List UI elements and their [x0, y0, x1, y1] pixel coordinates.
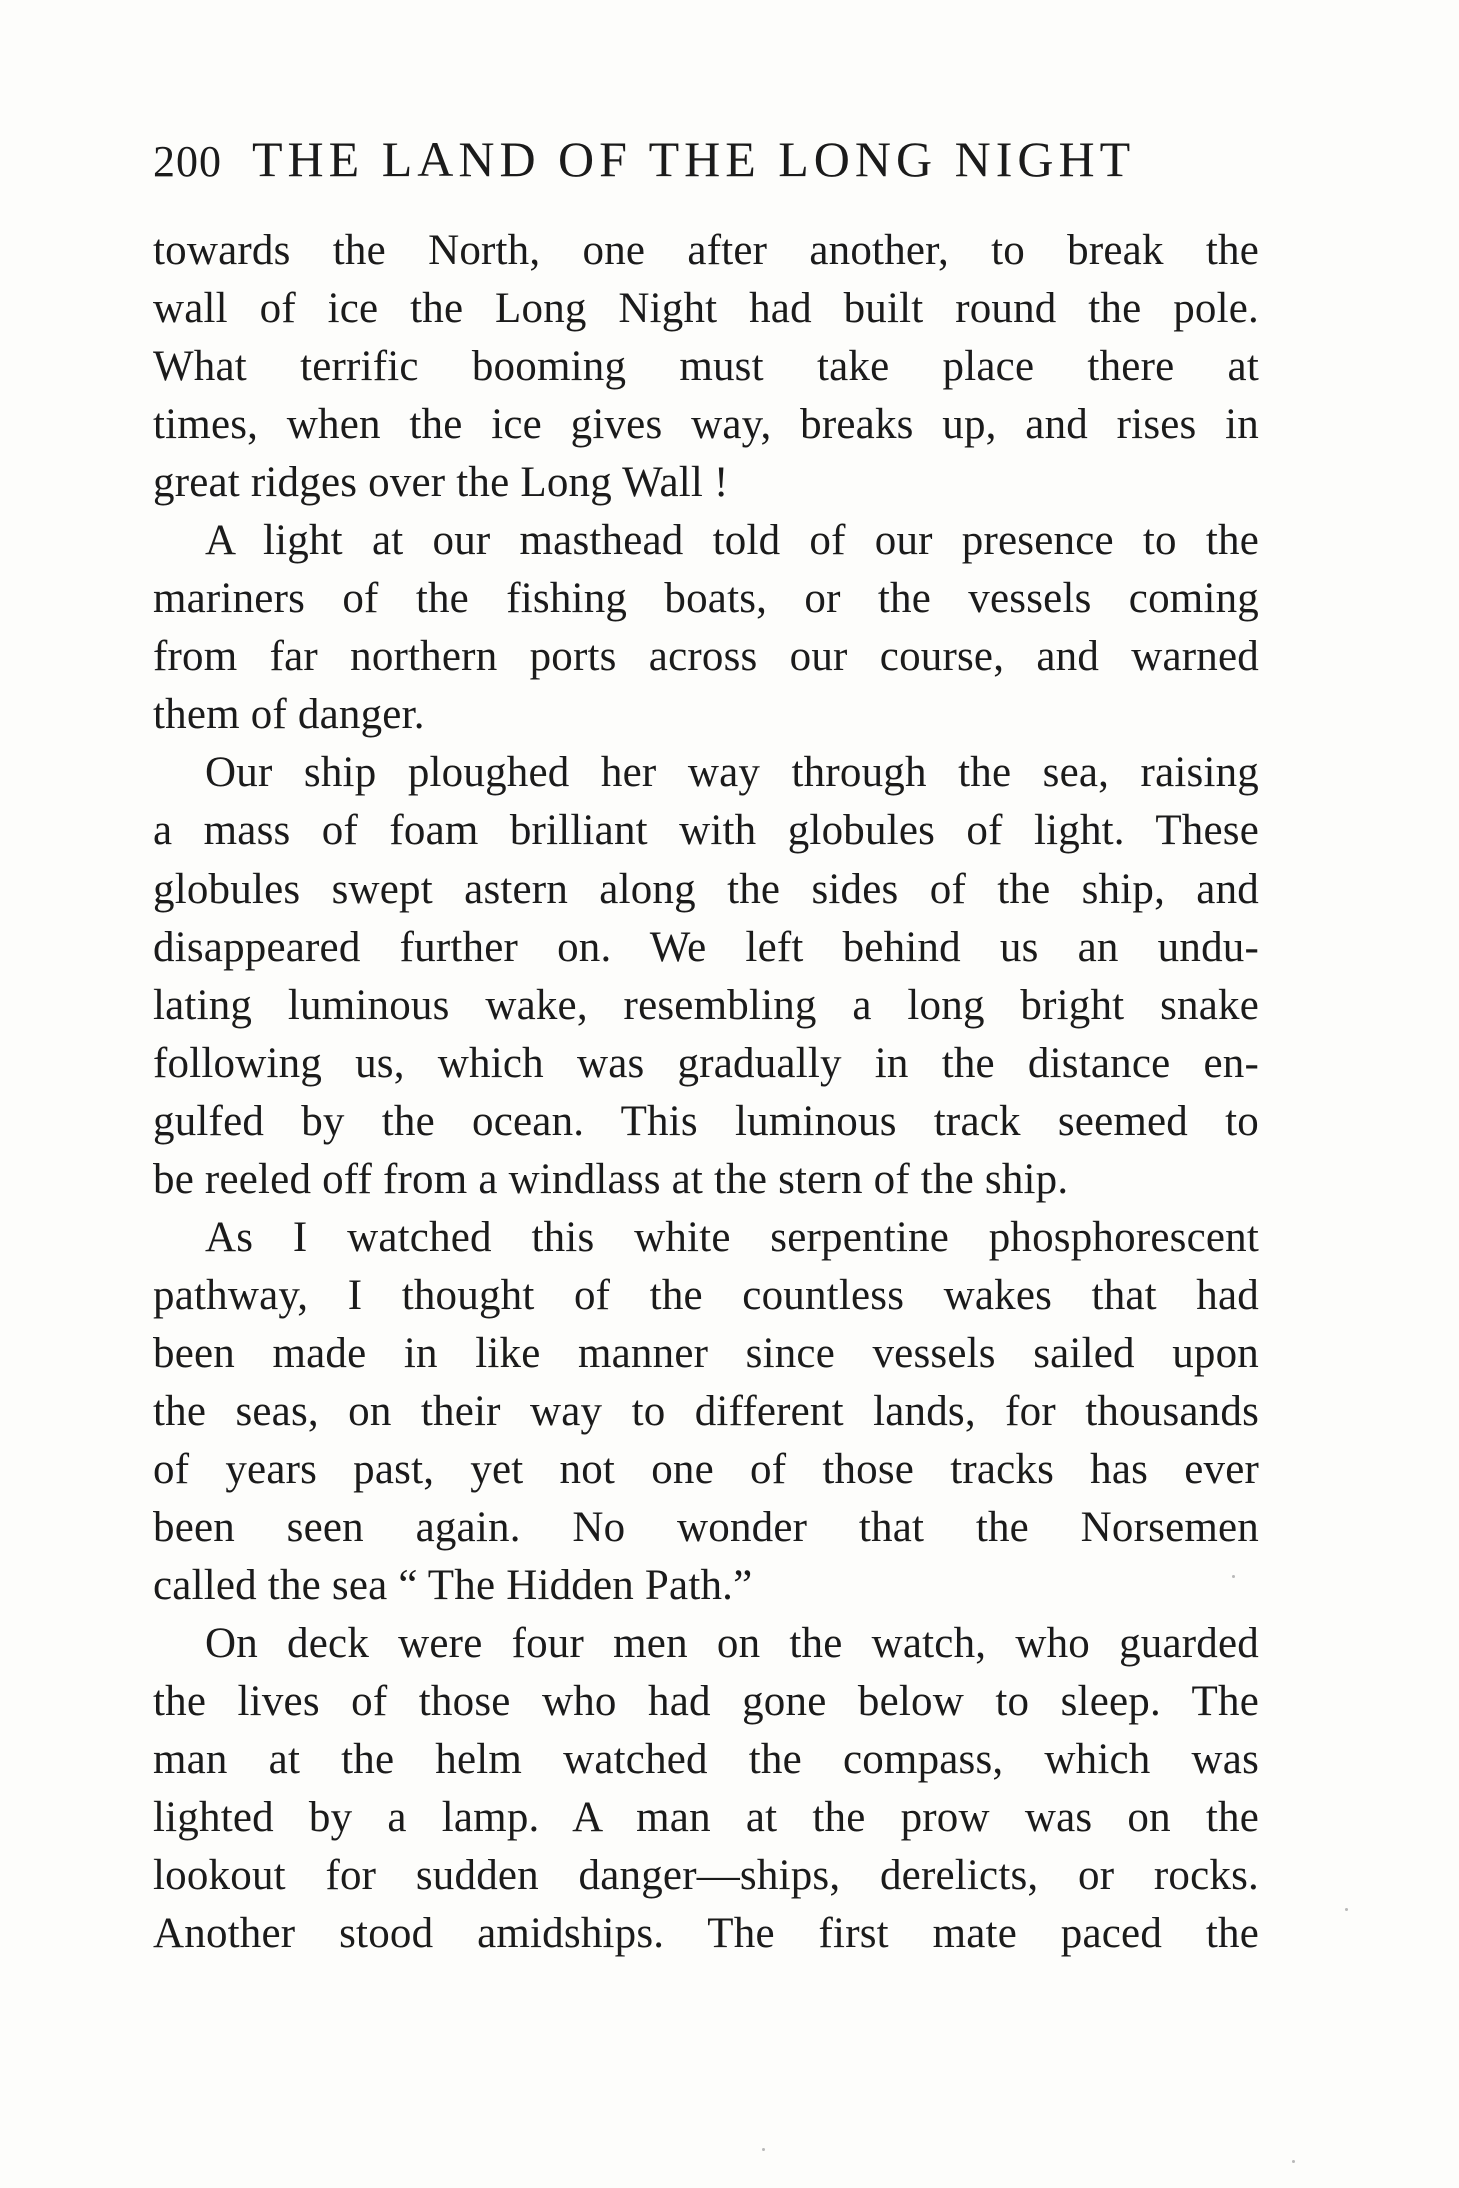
- text-line: towards the North, one after another, to break the: [153, 227, 1259, 274]
- text-line: lighted by a lamp. A man at the prow was on the: [153, 1794, 1259, 1842]
- text-line: the seas, on their way to different lands, for thousands: [153, 1387, 1259, 1435]
- body-text: [153, 222, 1259, 1963]
- text-line: mariners of the fishing boats, or the vessels coming: [153, 575, 1259, 623]
- paper-speck: [762, 2148, 765, 2151]
- text-line: wall of ice the Long Night had built round the pole.: [153, 285, 1259, 333]
- text-line: the lives of those who had gone below to sleep. The: [153, 1678, 1259, 1726]
- text-line: from far northern ports across our course, and warned: [153, 633, 1259, 681]
- text-line: following us, which was gradually in the distance en-: [153, 1039, 1259, 1087]
- text-line: disappeared further on. We left behind us an undu-: [153, 923, 1259, 971]
- text-line: been made in like manner since vessels sailed upon: [153, 1329, 1259, 1377]
- text-line: a mass of foam brilliant with globules of light. These: [153, 807, 1259, 855]
- paragraph-start-line: Our ship ploughed her way through the sea, raising: [205, 749, 1259, 797]
- running-header: [153, 130, 1259, 200]
- text-line: of years past, yet not one of those tracks has ever: [153, 1445, 1259, 1493]
- text-line: been seen again. No wonder that the Norsemen: [153, 1504, 1259, 1552]
- text-line: globules swept astern along the sides of the ship, and: [153, 865, 1259, 913]
- text-line: pathway, I thought of the countless wakes that had: [153, 1271, 1259, 1319]
- text-line: times, when the ice gives way, breaks up, and rises in: [153, 401, 1259, 449]
- text-line: lating luminous wake, resembling a long bright snake: [153, 981, 1259, 1029]
- page-number: 200: [153, 137, 222, 186]
- text-line: be reeled off from a windlass at the stern of the ship.: [153, 1155, 1069, 1203]
- paragraph-start-line: A light at our masthead told of our presence to the: [205, 517, 1259, 565]
- paper-speck: [1345, 1908, 1348, 1911]
- text-line: them of danger.: [153, 691, 425, 739]
- text-line: lookout for sudden danger—ships, derelicts, or rocks.: [153, 1852, 1259, 1900]
- text-line: great ridges over the Long Wall !: [153, 459, 729, 507]
- text-line: gulfed by the ocean. This luminous track seemed to: [153, 1097, 1259, 1145]
- paragraph-start-line: As I watched this white serpentine phosphorescent: [205, 1213, 1259, 1261]
- text-line: What terrific booming must take place there at: [153, 343, 1259, 391]
- running-title: THE LAND OF THE LONG NIGHT: [252, 131, 1136, 187]
- paragraph-start-line: On deck were four men on the watch, who guarded: [205, 1620, 1259, 1668]
- paper-speck: [1292, 2160, 1295, 2163]
- text-line: man at the helm watched the compass, which was: [153, 1736, 1259, 1784]
- text-line: called the sea “ The Hidden Path.”: [153, 1562, 753, 1610]
- text-line: Another stood amidships. The first mate paced the: [153, 1910, 1259, 1958]
- paper-speck: [1232, 1575, 1235, 1578]
